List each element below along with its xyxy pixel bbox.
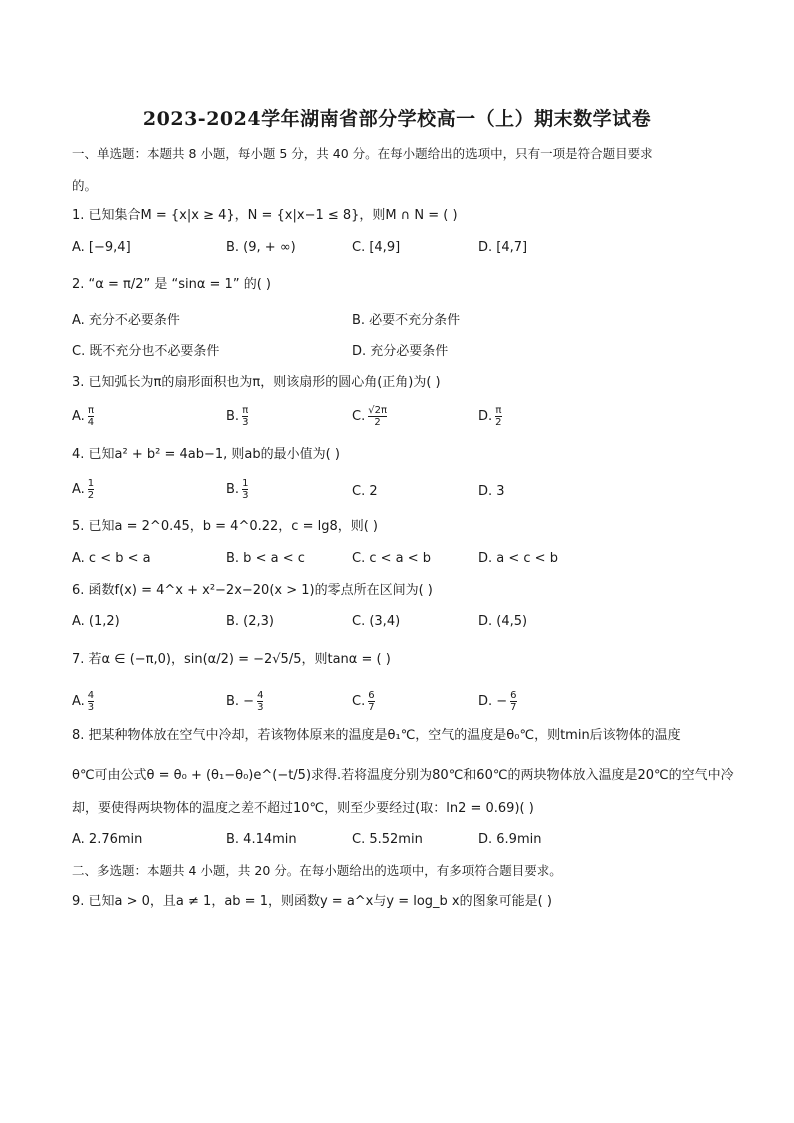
option-label: B. − <box>226 694 255 709</box>
question-7-option-c <box>352 690 375 713</box>
fraction-denominator: 2 <box>495 417 502 428</box>
option-label: A. <box>72 482 85 497</box>
fraction-denominator: 2 <box>368 416 387 428</box>
question-3-option-b <box>226 405 248 428</box>
question-8-stem-line-3: 却，要使得两块物体的温度之差不超过10℃，则至少要经过(取：ln2 = 0.69)( ) <box>72 801 534 816</box>
question-4-option-b <box>226 478 248 501</box>
question-9-stem: 9. 已知a > 0，且a ≠ 1，ab = 1，则函数y = a^x与y = log_b x的图象可能是( ) <box>72 894 552 909</box>
option-label: C. <box>352 694 366 709</box>
fraction <box>88 405 94 428</box>
fraction-numerator: √2π <box>368 405 387 416</box>
question-6-option-a: A. (1,2) <box>72 614 120 629</box>
page-title: 2023-2024学年湖南省部分学校高一（上）期末数学试卷 <box>142 108 652 130</box>
fraction-denominator: 7 <box>368 702 375 713</box>
option-label: C. <box>352 409 366 424</box>
fraction-denominator: 7 <box>510 702 517 713</box>
fraction-numerator: 4 <box>257 690 264 701</box>
fraction <box>242 405 248 428</box>
question-6-stem: 6. 函数f(x) = 4^x + x²−2x−20(x > 1)的零点所在区间为( ) <box>72 583 433 598</box>
question-8-stem-line-1: 8. 把某种物体放在空气中冷却，若该物体原来的温度是θ₁℃，空气的温度是θ₀℃，则tmin后该物体的温度 <box>72 728 681 743</box>
question-7-option-d <box>478 690 517 713</box>
question-1-option-a: A. [−9,4] <box>72 240 131 255</box>
fraction-denominator: 4 <box>87 417 95 428</box>
question-5-option-c: C. c < a < b <box>352 551 432 566</box>
question-5-option-d: D. a < c < b <box>478 551 558 566</box>
fraction-denominator: 3 <box>87 702 95 713</box>
section-2-heading: 二、多选题：本题共 4 小题，共 20 分。在每小题给出的选项中，有多项符合题目要求。 <box>72 863 562 878</box>
question-7-option-b <box>226 690 263 713</box>
question-3-option-c <box>352 405 387 428</box>
question-8-option-b: B. 4.14min <box>226 832 297 847</box>
option-label: A. <box>72 694 85 709</box>
fraction-numerator: 1 <box>242 478 249 489</box>
fraction-denominator: 3 <box>257 702 264 713</box>
fraction <box>368 690 374 713</box>
option-label: B. <box>226 482 240 497</box>
question-8-option-a: A. 2.76min <box>72 832 143 847</box>
question-4-option-d: D. 3 <box>478 484 505 499</box>
fraction-numerator: 6 <box>510 690 517 701</box>
fraction-numerator: 6 <box>368 690 375 701</box>
question-5-stem: 5. 已知a = 2^0.45，b = 4^0.22，c = lg8，则( ) <box>72 519 379 534</box>
question-2-stem: 2. “α = π/2” 是 “sinα = 1” 的( ) <box>72 277 271 292</box>
fraction <box>242 478 248 501</box>
section-1-heading: 一、单选题：本题共 8 小题，每小题 5 分，共 40 分。在每小题给出的选项中，只有一项是符合题目要求 <box>72 146 653 161</box>
question-3-stem: 3. 已知弧长为π的扇形面积也为π，则该扇形的圆心角(正角)为( ) <box>72 375 441 390</box>
question-7-option-a <box>72 690 94 713</box>
option-label: A. <box>72 409 85 424</box>
fraction-numerator: π <box>495 405 502 416</box>
question-5-option-b: B. b < a < c <box>226 551 305 566</box>
question-1-option-d: D. [4,7] <box>478 240 528 255</box>
question-4-option-c: C. 2 <box>352 484 378 499</box>
question-2-option-b: B. 必要不充分条件 <box>352 313 461 328</box>
fraction-numerator: π <box>242 405 249 416</box>
fraction <box>257 690 263 713</box>
question-5-option-a: A. c < b < a <box>72 551 151 566</box>
fraction-numerator: 4 <box>87 690 95 701</box>
question-8-stem-line-2: θ℃可由公式θ = θ₀ + (θ₁−θ₀)e^(−t/5)求得.若将温度分别为80℃和60℃的两块物体放入温度是20℃的空气中冷 <box>72 768 734 783</box>
question-6-option-d: D. (4,5) <box>478 614 528 629</box>
fraction-numerator: 1 <box>87 478 95 489</box>
question-1-option-b: B. (9, + ∞) <box>226 240 296 255</box>
question-8-option-c: C. 5.52min <box>352 832 423 847</box>
question-7-stem: 7. 若α ∈ (−π,0)，sin(α/2) = −2√5/5，则tanα = ( ) <box>72 652 391 667</box>
fraction <box>495 405 501 428</box>
question-2-option-c: C. 既不充分也不必要条件 <box>72 344 220 359</box>
question-8-option-d: D. 6.9min <box>478 832 542 847</box>
question-1-option-c: C. [4,9] <box>352 240 401 255</box>
fraction <box>88 690 94 713</box>
question-3-option-d <box>478 405 502 428</box>
fraction <box>368 405 387 428</box>
fraction <box>510 690 516 713</box>
question-2-option-a: A. 充分不必要条件 <box>72 313 180 328</box>
fraction-numerator: π <box>87 405 94 416</box>
section-1-heading-cont: 的。 <box>72 178 98 193</box>
question-4-option-a <box>72 478 94 501</box>
fraction <box>88 478 94 501</box>
option-label: B. <box>226 409 240 424</box>
option-label: D. − <box>478 694 508 709</box>
question-1-stem: 1. 已知集合M = {x|x ≥ 4}，N = {x|x−1 ≤ 8}，则M ∩ N = ( ) <box>72 208 458 223</box>
fraction-denominator: 2 <box>87 490 95 501</box>
option-label: D. <box>478 409 493 424</box>
fraction-denominator: 3 <box>242 417 249 428</box>
question-6-option-c: C. (3,4) <box>352 614 401 629</box>
question-2-option-d: D. 充分必要条件 <box>352 344 449 359</box>
fraction-denominator: 3 <box>242 490 249 501</box>
question-6-option-b: B. (2,3) <box>226 614 275 629</box>
question-3-option-a <box>72 405 94 428</box>
question-4-stem: 4. 已知a² + b² = 4ab−1, 则ab的最小值为( ) <box>72 447 340 462</box>
